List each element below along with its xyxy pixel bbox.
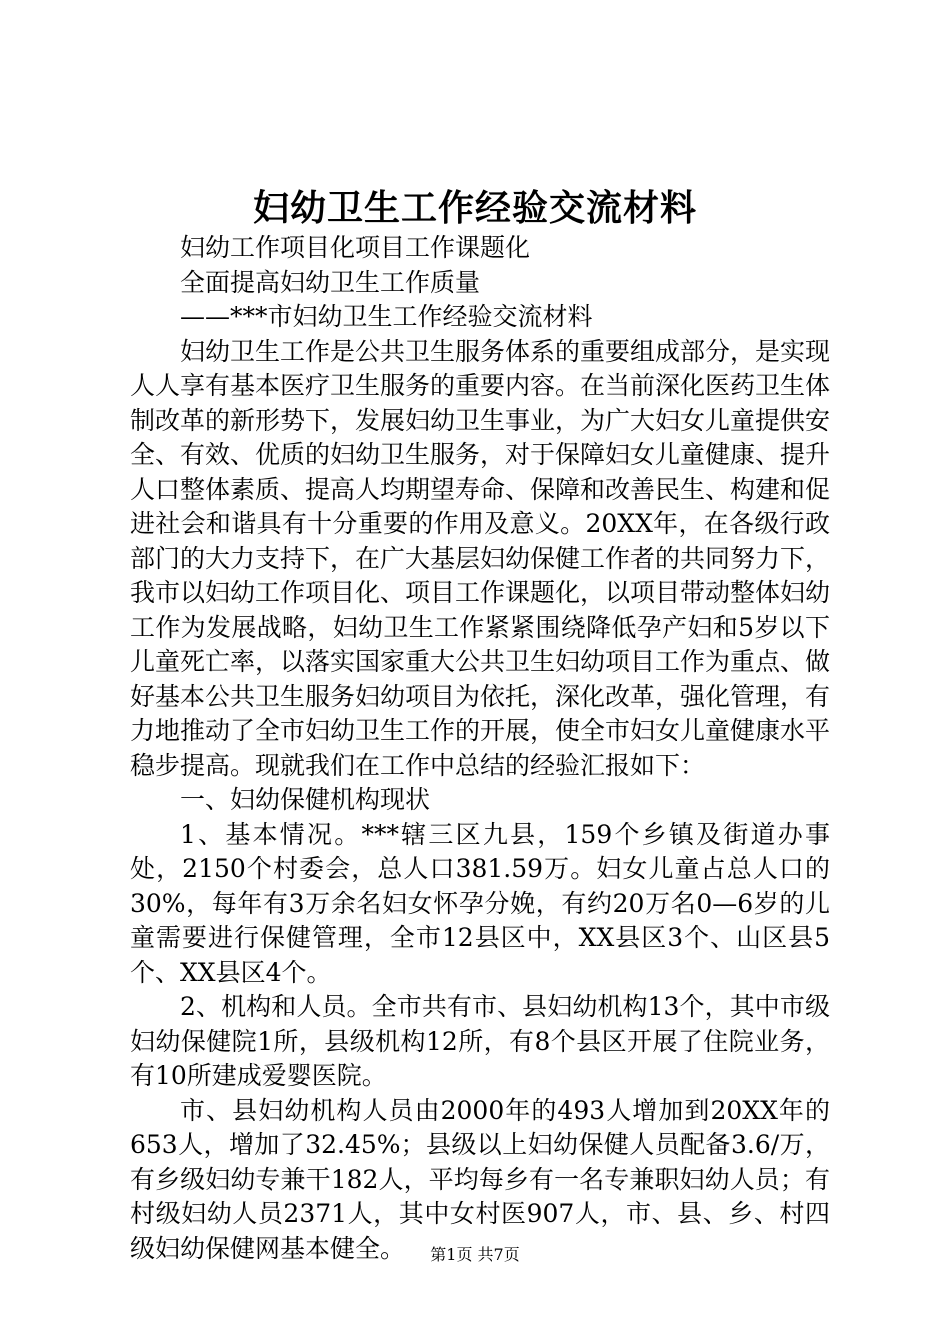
page-number-footer: 第1页 共7页	[430, 1245, 520, 1264]
intro-paragraph: 妇幼卫生工作是公共卫生服务体系的重要组成部分，是实现人人享有基本医疗卫生服务的重要内容。在当前深化医药卫生体制改革的新形势下，发展妇幼卫生事业，为广大妇女儿童提供安全、有效、优质的妇幼卫生服务，对于保障妇女儿童健康、提升人口整体素质、提高人均期望寿命、保障和改善民生、构建和促进社会和谐具有十分重要的作用及意义。20XX年，在各级行政部门的大力支持下，在广大基层妇幼保健工作者的共同努力下，我市以妇幼工作项目化、项目工作课题化，以项目带动整体妇幼工作为发展战略，妇幼卫生工作紧紧围绕降低孕产妇和5岁以下儿童死亡率，以落实国家重大公共卫生妇幼项目工作为重点、做好基本公共卫生服务妇幼项目为依托，深化改革，强化管理，有力地推动了全市妇幼卫生工作的开展，使全市妇女儿童健康水平稳步提高。现就我们在工作中总结的经验汇报如下：	[130, 336, 831, 780]
basic-situation-paragraph: 1、基本情况。***辖三区九县，159个乡镇及街道办事处，2150个村委会，总人口381.59万。妇女儿童占总人口的30%，每年有3万余名妇女怀孕分娩，有约20万名0—6岁的儿童需要进行保健管理，全市12县区中，XX县区3个、山区县5个、XX县区4个。	[130, 819, 830, 987]
institutions-paragraph: 2、机构和人员。全市共有市、县妇幼机构13个，其中市级妇幼保健院1所，县级机构12所，有8个县区开展了住院业务，有10所建成爱婴医院。	[130, 992, 830, 1090]
subtitle-line-2: 全面提高妇幼卫生工作质量	[180, 267, 481, 297]
section-heading: 一、妇幼保健机构现状	[180, 785, 431, 814]
staffing-paragraph: 市、县妇幼机构人员由2000年的493人增加到20XX年的653人，增加了32.45%；县级以上妇幼保健人员配备3.6/万，有乡级妇幼专兼干182人，平均每乡有一名专兼职妇幼人员；有村级妇幼人员2371人，其中女村医907人，市、县、乡、村四级妇幼保健网基本健全。	[130, 1095, 830, 1263]
subtitle-line-3: ——***市妇幼卫生工作经验交流材料	[180, 302, 593, 331]
document-title: 妇幼卫生工作经验交流材料	[252, 188, 697, 229]
subtitle-line-1: 妇幼工作项目化项目工作课题化	[180, 233, 531, 262]
document-body	[130, 231, 830, 1266]
